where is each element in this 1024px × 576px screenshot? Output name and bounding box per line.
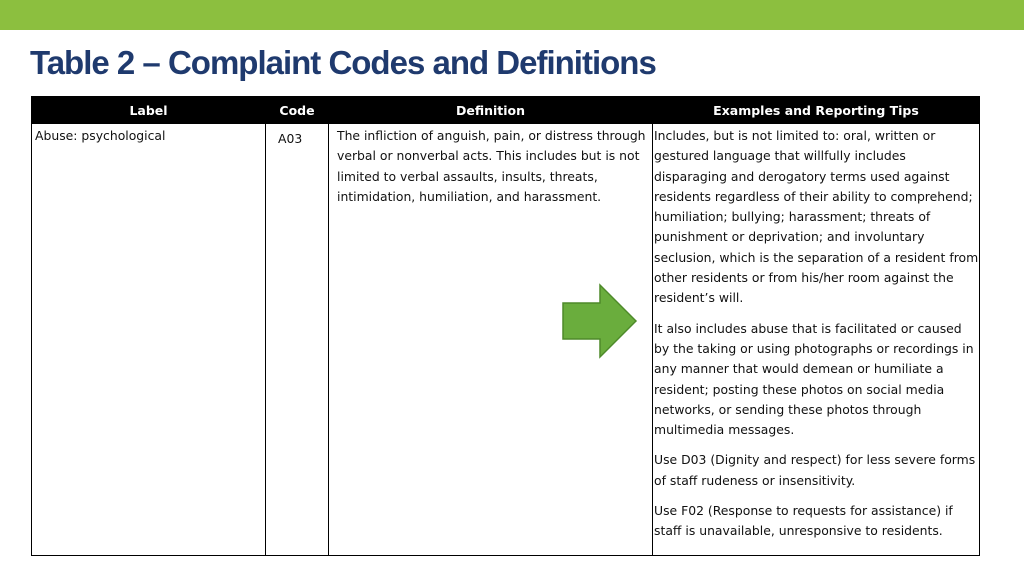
reporting-tip: It also includes abuse that is facilitated or caused by the taking or using photographs or recordings in any manner that would demean or humiliate a resident; posting these photos on social media networks, or sending these photos through multimedia messages. [654, 320, 974, 438]
cell-code: A03 [266, 124, 329, 556]
cell-label: Abuse: psychological [32, 124, 266, 556]
cell-examples [653, 124, 980, 556]
slide-title: Table 2 – Complaint Codes and Definitions [30, 44, 656, 81]
table-header-row [32, 97, 980, 124]
right-arrow-icon [562, 283, 638, 359]
table-row [32, 124, 980, 556]
cell-definition: The infliction of anguish, pain, or distress through verbal or nonverbal acts. This includes but is not limited to verbal assaults, insults, threats, intimidation, humiliation, and harassment. [329, 124, 653, 556]
header-definition: Definition [329, 97, 653, 124]
header-label: Label [32, 97, 266, 124]
top-accent-bar [0, 0, 1024, 30]
header-examples: Examples and Reporting Tips [653, 97, 980, 124]
reporting-tip: Includes, but is not limited to: oral, written or gestured language that willfully includes disparaging and derogatory terms used against residents regardless of their ability to comprehend; humiliation; bullying; harassment; threats of punishment or deprivation; and involuntary seclusion, which is the separation of a resident from other residents or from his/her room against the resident’s will. [654, 128, 979, 306]
header-code: Code [266, 97, 329, 124]
reporting-tip: Use D03 (Dignity and respect) for less severe forms of staff rudeness or insensitivity. [654, 452, 976, 488]
reporting-tip: Use F02 (Response to requests for assistance) if staff is unavailable, unresponsive to residents. [654, 503, 953, 539]
complaint-codes-table [31, 96, 980, 556]
